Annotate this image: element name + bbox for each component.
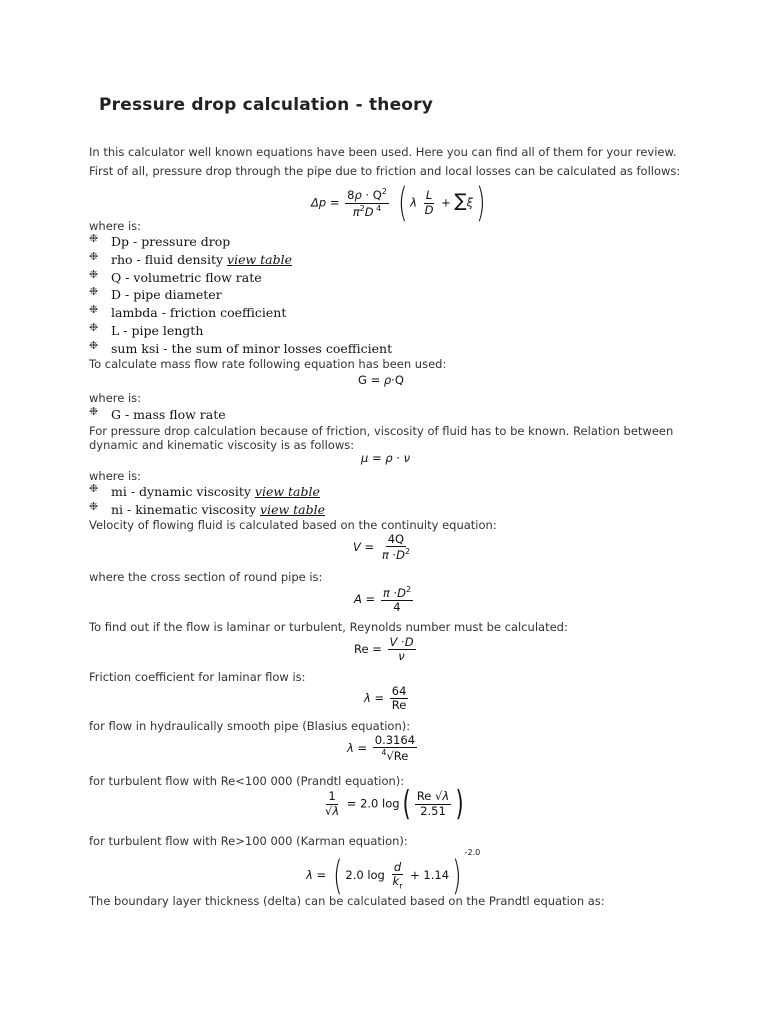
where-is-label-1: where is: [89, 219, 142, 233]
prandtl-equation: $\frac{1}{√\lambda}$ = 2.0 log( $\frac{Re √\lambda}{2.51}$ ) [325, 784, 464, 824]
bullet-icon: ❉ [89, 405, 99, 418]
list-item: ❉ lambda - friction coefficient [89, 303, 287, 321]
mass-flow-text: To calculate mass flow rate following equation has been used: [89, 357, 447, 371]
list-item: ❉ L - pipe length [89, 320, 204, 338]
velocity-equation: V = $\frac{4Q}{\pi \cdot D^2}$ [353, 532, 411, 563]
variable-list-1 [89, 234, 392, 359]
variable-list-3 [89, 484, 325, 520]
bullet-icon: ❉ [89, 303, 99, 317]
pressure-drop-equation: Δp = $\frac{8\rho \cdot Q^2}{\pi^2D ^4}$ ( λ $\frac{L}{D}$ + ∑ξ) [311, 180, 486, 226]
laminar-text: Friction coefficient for laminar flow is: [89, 670, 306, 684]
view-table-link-density[interactable]: view table [227, 251, 293, 267]
bullet-icon: ❉ [89, 338, 99, 352]
blasius-equation: λ = $\frac{0.3164}{^4√Re}$ [347, 733, 416, 764]
bullet-icon: ❉ [89, 320, 99, 334]
list-item: ❉ sum ksi - the sum of minor losses coefficient [89, 338, 393, 356]
karman-equation: λ = ( 2.0 log $\frac{d}{k_r}$ + 1.14) $^{-2.0}$ [306, 848, 481, 899]
intro-line-2: First of all, pressure drop through the pipe due to friction and local losses can be calculated as follows: [89, 164, 681, 178]
viscosity-text-2: dynamic and kinematic viscosity is as follows: [89, 438, 355, 452]
bullet-icon: ❉ [89, 232, 99, 245]
bullet-icon: ❉ [89, 267, 99, 281]
list-item: ❉ G - mass flow rate [89, 405, 226, 422]
list-item: ❉ rho - fluid density view table [89, 249, 293, 267]
mass-flow-equation: G = ρ·Q [358, 373, 404, 387]
bullet-icon: ❉ [89, 482, 99, 495]
viscosity-text-1: For pressure drop calculation because of friction, viscosity of fluid has to be known. Relation between [89, 424, 674, 438]
reynolds-text: To find out if the flow is laminar or turbulent, Reynolds number must be calculated: [89, 620, 568, 634]
cross-section-text: where the cross section of round pipe is: [89, 570, 323, 584]
where-is-label-3: where is: [89, 469, 142, 483]
intro-line-1: In this calculator well known equations have been used. Here you can find all of them for your review. [89, 145, 677, 159]
list-item: ❉ mi - dynamic viscosity view table [89, 482, 320, 499]
bullet-icon: ❉ [89, 499, 99, 513]
laminar-equation: λ = $\frac{64}{Re}$ [364, 684, 407, 713]
boundary-layer-text: The boundary layer thickness (delta) can be calculated based on the Prandtl equation as: [89, 894, 605, 908]
page-title: Pressure drop calculation - theory [99, 95, 434, 115]
list-item: ❉ ni - kinematic viscosity view table [89, 499, 326, 517]
blasius-text: for flow in hydraulically smooth pipe (Blasius equation): [89, 719, 411, 733]
cross-section-equation: A = $\frac{\pi \cdot D^2}{4}$ [354, 585, 412, 615]
variable-list-2 [89, 407, 226, 425]
velocity-text: Velocity of flowing fluid is calculated based on the continuity equation: [89, 518, 497, 532]
list-item: ❉ D - pipe diameter [89, 285, 222, 303]
prandtl-text: for turbulent flow with Re<100 000 (Prandtl equation): [89, 774, 405, 788]
view-table-link-kinematic-viscosity[interactable]: view table [260, 501, 326, 517]
bullet-icon: ❉ [89, 285, 99, 299]
list-item: ❉ Q - volumetric flow rate [89, 267, 262, 285]
bullet-icon: ❉ [89, 249, 99, 263]
viscosity-equation: μ = ρ · ν [361, 451, 410, 465]
where-is-label-2: where is: [89, 391, 142, 405]
view-table-link-dynamic-viscosity[interactable]: view table [254, 484, 320, 499]
list-item: ❉ Dp - pressure drop [89, 232, 231, 249]
reynolds-equation: Re = $\frac{V \cdot D}{\nu}$ [354, 635, 414, 664]
karman-text: for turbulent flow with Re>100 000 (Karman equation): [89, 834, 408, 848]
